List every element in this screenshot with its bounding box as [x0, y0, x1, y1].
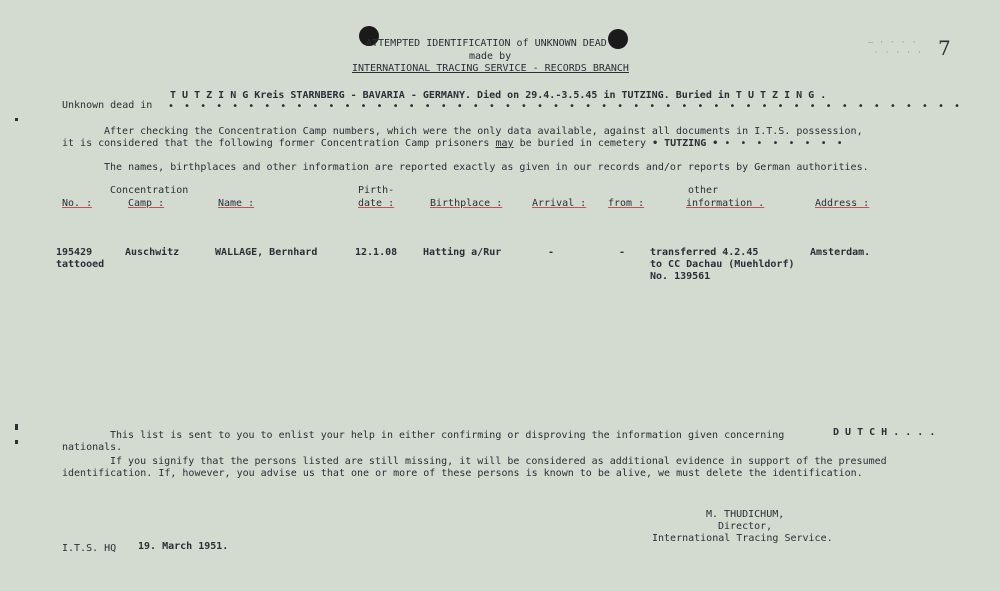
- cell-no: 195429: [56, 247, 93, 258]
- cell-birthdate: 12.1.08: [355, 247, 398, 258]
- unknown-dead-label: Unknown dead in: [62, 100, 153, 111]
- header-address: Address :: [815, 198, 870, 209]
- header-other-top: other: [688, 185, 719, 196]
- header-camp-top: Concentration: [110, 185, 189, 196]
- paragraph-checking-line1: After checking the Concentration Camp numbers, which were the only data available, against all documents in I.T.S. possession,: [104, 126, 863, 137]
- header-birthdate: date :: [358, 198, 395, 209]
- footer-place: I.T.S. HQ: [62, 543, 117, 554]
- may-underlined: may: [495, 138, 514, 149]
- header-other: information .: [686, 198, 765, 209]
- cell-address: Amsterdam.: [810, 247, 871, 258]
- paragraph-names: The names, birthplaces and other information are reported exactly as given in our records and/or reports by German authorities.: [104, 162, 869, 173]
- header-name: Name :: [218, 198, 255, 209]
- paragraph-line2-pre: it is considered that the following former Concentration Camp prisoners: [62, 138, 490, 149]
- header-birthplace: Birthplace :: [430, 198, 503, 209]
- closing-line2: nationals.: [62, 442, 123, 453]
- header-arrival: Arrival :: [532, 198, 587, 209]
- cell-info-line1: transferred 4.2.45: [650, 247, 759, 258]
- made-by-label: made by: [469, 51, 512, 62]
- paragraph-checking-line2: [62, 138, 845, 149]
- organization-heading: INTERNATIONAL TRACING SERVICE - RECORDS BRANCH: [352, 63, 629, 74]
- unknown-dead-dots: • • • • • • • • • • • • • • • • • • • • • • • • • • • • • • • • • • • • • • • • • • • • • • • • • •: [168, 101, 963, 112]
- cell-info-line2: to CC Dachau (Muehldorf): [650, 259, 795, 270]
- header-camp: Camp :: [128, 198, 165, 209]
- signature-org: International Tracing Service.: [652, 533, 833, 544]
- cell-name: WALLAGE, Bernhard: [215, 247, 318, 258]
- closing-line1: This list is sent to you to enlist your help in either confirming or disproving the information given concerning: [110, 430, 785, 441]
- cell-birthplace: Hatting a/Rur: [423, 247, 502, 258]
- burial-location: T U T Z I N G Kreis STARNBERG - BAVARIA - GERMANY. Died on 29.4.-3.5.45 in TUTZING. Buried in T U T Z I N G .: [170, 90, 827, 101]
- header-no: No. :: [62, 198, 93, 209]
- header-birth-top: Pirth-: [358, 185, 395, 196]
- cell-no-tattooed: tattooed: [56, 259, 105, 270]
- cell-from: -: [619, 247, 626, 258]
- cell-camp: Auschwitz: [125, 247, 180, 258]
- document-title: ATTEMPTED IDENTIFICATION of UNKNOWN DEAD: [366, 38, 607, 49]
- footer-date: 19. March 1951.: [138, 541, 229, 552]
- signature-name: M. THUDICHUM,: [706, 509, 785, 520]
- closing-line4: identification. If, however, you advise us that one or more of these persons is known to be alive, we must delete the identification.: [62, 468, 863, 479]
- nationality: D U T C H . . . .: [833, 427, 936, 438]
- margin-mark: [15, 118, 18, 121]
- closing-line3: If you signify that the persons listed are still missing, it will be considered as additional evidence in support of the presumed: [110, 456, 887, 467]
- cemetery-name: • TUTZING •: [652, 138, 719, 149]
- header-from: from :: [608, 198, 645, 209]
- margin-mark: [15, 424, 18, 430]
- punch-hole-right: [608, 29, 628, 49]
- cell-arrival: -: [548, 247, 555, 258]
- cell-info-line3: No. 139561: [650, 271, 711, 282]
- page-stamp-blur: — · · · · · · · · ·: [868, 38, 923, 58]
- cemetery-dots: • • • • • • • •: [724, 138, 845, 149]
- signature-title: Director,: [718, 521, 773, 532]
- page-number: 7: [938, 36, 951, 60]
- paragraph-line2-post: be buried in cemetery: [519, 138, 647, 149]
- margin-mark: [15, 440, 18, 444]
